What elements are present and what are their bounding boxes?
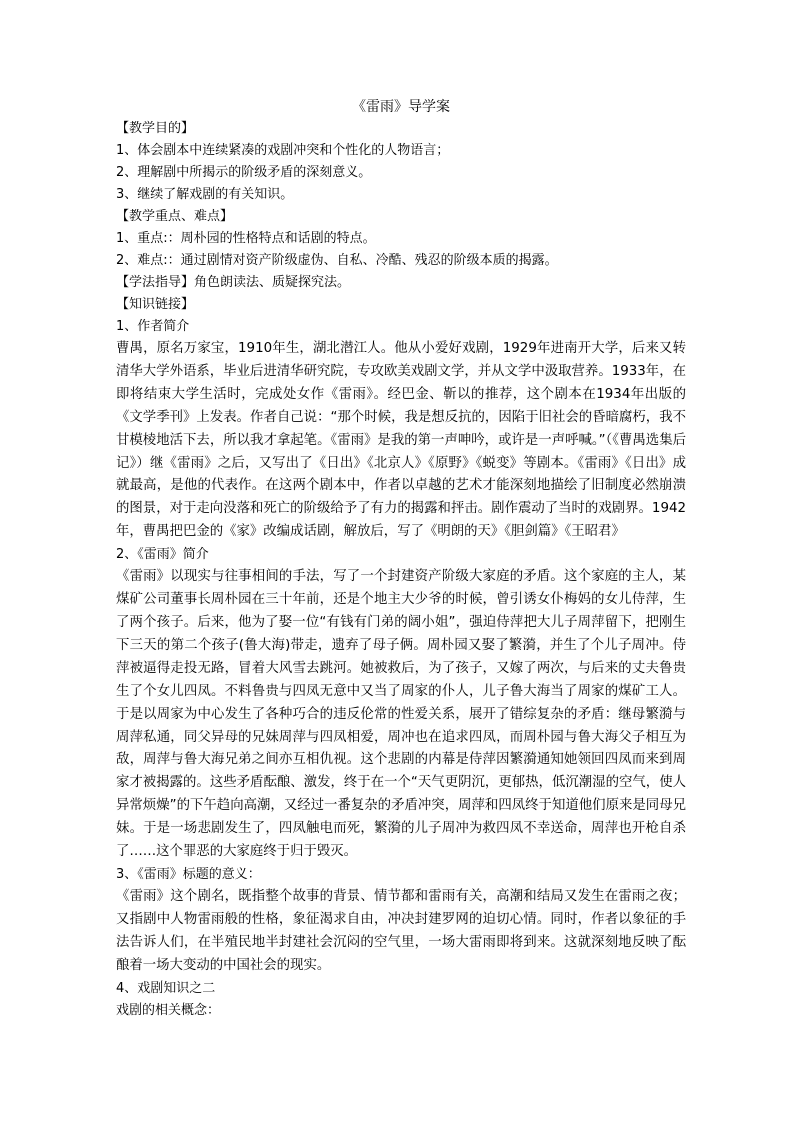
focus-heading: 【教学重点、难点】: [116, 209, 234, 224]
concepts-line: 戏剧的相关概念：: [116, 1002, 221, 1018]
synopsis-paragraph: 《雷雨》以现实与往事相间的手法，写了一个封建资产阶级大家庭的矛盾。这个家庭的主人，某煤矿公司董事长周朴园在三十年前，还是个地主大少爷的时候，曾引诱女仆梅妈的女儿侍萍，生了两个孩子。后来，他为了娶一位“有钱有门弟的阔小姐”，强迫侍萍把大儿子周萍留下，把刚生下三天的第二个孩子(鲁大海)带走，遗弃了母子俩。周朴园又娶了繁漪，并生了个儿子周冲。侍萍被逼得走投无路，冒着大风雪去跳河。她被救后，为了孩子，又嫁了两次，与后来的丈夫鲁贵生了个女儿四凤。不料鲁贵与四凤无意中又当了周家的仆人，儿子鲁大海当了周家的煤矿工人。于是以周家为中心发生了各种巧合的违反伦常的性爱关系，展开了错综复杂的矛盾：继母繁漪与周萍私通，同父异母的兄妹周萍与四凤相爱，周冲也在追求四凤，而周朴园与鲁大海父子相互为敌，周萍与鲁大海兄弟之间亦互相仇视。这个悲剧的内幕是侍萍因繁漪通知她领回四凤而来到周家才被揭露的。这些矛盾酝酿、激发，终于在一个“天气更阴沉，更郁热，低沉潮湿的空气，使人异常烦燥”的下午趋向高潮，又经过一番复杂的矛盾冲突，周萍和四凤终于知道他们原来是同母兄妹。于是一场悲剧发生了，四凤触电而死，繁漪的儿子周冲为救四凤不幸送命，周萍也开枪自杀了……这个罪恶的大家庭终于归于毁灭。: [116, 569, 686, 860]
goal-item: 1、体会剧本中连续紧凑的戏剧冲突和个性化的人物语言；: [116, 143, 450, 158]
method-line: 【学法指导】角色朗读法、质疑探究法。: [116, 275, 351, 290]
document-page: [116, 96, 686, 1022]
author-paragraph: 曹禺，原名万家宝，1910年生，湖北潜江人。他从小爱好戏剧，1929年进南开大学，后来又转清华大学外语系，毕业后进清华研究院，专攻欧美戏剧文学，并从文学中汲取营养。1933年，在即将结束大学生活时，完成处女作《雷雨》。经巴金、靳以的推荐，这个剧本在1934年出版的《文学季刊》上发表。作者自己说：“那个时候，我是想反抗的，因陷于旧社会的昏暗腐朽，我不甘模棱地活下去，所以我才拿起笔。《雷雨》是我的第一声呻吟，或许是一声呼喊。”（《曹禺选集后记》）继《雷雨》之后，又写出了《日出》《北京人》《原野》《蜕变》等剧本。《雷雨》《日出》成就最高，是他的代表作。在这两个剧本中，作者以卓越的艺术才能深刻地描绘了旧制度必然崩溃的图景，对于走向没落和死亡的阶级给予了有力的揭露和抨击。剧作震动了当时的戏剧界。1942年，曹禺把巴金的《家》改编成话剧，解放后，写了《明朗的天》《胆剑篇》《王昭君》: [116, 341, 686, 540]
goal-item: 3、继续了解戏剧的有关知识。: [116, 187, 294, 202]
drama-heading: 4、戏剧知识之二: [116, 980, 216, 996]
knowledge-heading: 【知识链接】: [116, 297, 195, 312]
goals-heading: 【教学目的】: [116, 121, 195, 136]
author-heading: 1、作者简介: [116, 319, 190, 334]
meaning-heading: 3、《雷雨》标题的意义：: [116, 866, 261, 882]
focus-item: 2、难点:：通过剧情对资产阶级虚伪、自私、冷酷、残忍的阶级本质的揭露。: [116, 253, 558, 268]
goal-item: 2、理解剧中所揭示的阶级矛盾的深刻意义。: [116, 165, 372, 180]
focus-item: 1、重点:：周朴园的性格特点和话剧的特点。: [116, 231, 376, 246]
synopsis-heading: 2、《雷雨》简介: [116, 547, 209, 563]
document-title: 《雷雨》导学案: [352, 99, 450, 115]
meaning-paragraph: 《雷雨》这个剧名，既指整个故事的背景、情节都和雷雨有关，高潮和结局又发生在雷雨之夜；又指剧中人物雷雨般的性格，象征渴求自由，冲决封建罗网的迫切心情。同时，作者以象征的手法告诉人们，在半殖民地半封建社会沉闷的空气里，一场大雷雨即将到来。这就深刻地反映了酝酿着一场大变动的中国社会的现实。: [116, 888, 686, 973]
